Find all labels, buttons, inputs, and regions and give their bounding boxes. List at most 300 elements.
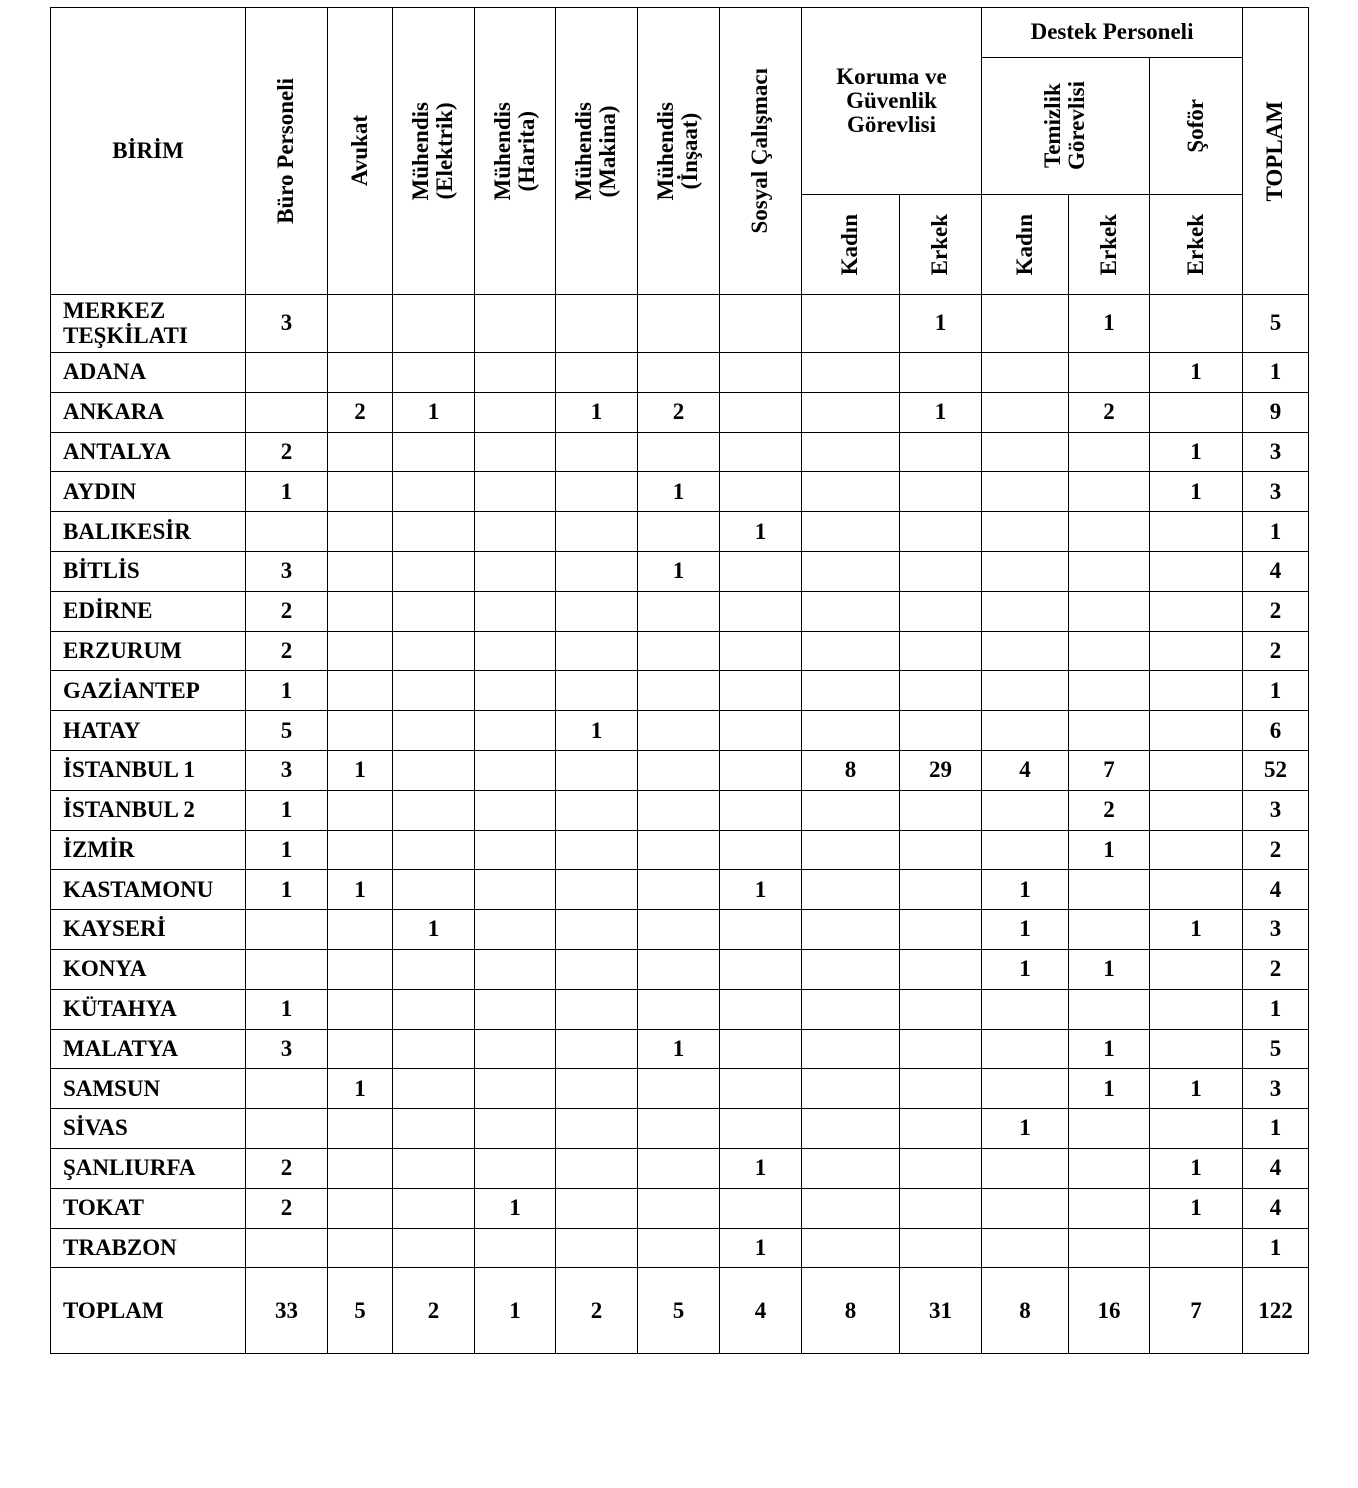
table-cell: 1 [246, 671, 328, 711]
row-birim: KASTAMONU [51, 870, 246, 910]
table-cell [556, 949, 638, 989]
table-cell: 52 [1243, 750, 1309, 790]
table-cell [900, 870, 982, 910]
table-cell [556, 1029, 638, 1069]
row-birim: İSTANBUL 2 [51, 790, 246, 830]
total-cell: 4 [720, 1268, 802, 1354]
table-cell [638, 870, 720, 910]
table-cell [638, 750, 720, 790]
table-cell [638, 949, 720, 989]
table-cell: 1 [246, 989, 328, 1029]
table-row [51, 1148, 1309, 1188]
table-cell [802, 1148, 900, 1188]
table-cell [900, 711, 982, 751]
table-cell [246, 1069, 328, 1109]
table-cell [982, 1069, 1069, 1109]
table-cell [802, 711, 900, 751]
table-cell: 4 [1243, 1188, 1309, 1228]
table-cell: 3 [246, 1029, 328, 1069]
table-cell: 4 [1243, 870, 1309, 910]
table-cell [393, 989, 475, 1029]
table-cell [393, 432, 475, 472]
total-cell: 7 [1150, 1268, 1243, 1354]
table-cell [802, 551, 900, 591]
table-cell [1069, 711, 1150, 751]
table-cell [638, 790, 720, 830]
table-cell [1069, 353, 1150, 393]
table-cell: 1 [1069, 1069, 1150, 1109]
total-cell: 2 [556, 1268, 638, 1354]
table-cell [720, 671, 802, 711]
table-row [51, 392, 1309, 432]
table-cell [475, 750, 556, 790]
table-cell [638, 1228, 720, 1268]
header-muhendis-insaat: Mühendis (İnşaat) [638, 8, 720, 295]
table-cell [802, 353, 900, 393]
table-cell [802, 1188, 900, 1228]
table-cell [328, 711, 393, 751]
table-cell [475, 551, 556, 591]
table-cell: 1 [900, 295, 982, 353]
table-cell [328, 353, 393, 393]
table-cell [900, 830, 982, 870]
table-cell [982, 551, 1069, 591]
table-cell [1069, 432, 1150, 472]
table-cell: 2 [1069, 790, 1150, 830]
table-cell [1069, 472, 1150, 512]
table-cell [638, 1148, 720, 1188]
table-cell [393, 1228, 475, 1268]
table-cell [246, 512, 328, 552]
table-cell: 1 [393, 910, 475, 950]
row-birim: MALATYA [51, 1029, 246, 1069]
table-cell [393, 295, 475, 353]
table-cell: 3 [246, 551, 328, 591]
table-cell [556, 1109, 638, 1149]
table-cell [556, 989, 638, 1029]
table-cell [802, 910, 900, 950]
table-cell [328, 1148, 393, 1188]
table-cell: 5 [1243, 295, 1309, 353]
table-cell [556, 631, 638, 671]
table-cell: 1 [982, 1109, 1069, 1149]
header-muhendis-makina: Mühendis (Makina) [556, 8, 638, 295]
table-cell [556, 790, 638, 830]
table-cell [393, 353, 475, 393]
table-cell [393, 551, 475, 591]
table-cell: 1 [393, 392, 475, 432]
row-birim: SİVAS [51, 1109, 246, 1149]
table-cell [393, 870, 475, 910]
table-cell [393, 1109, 475, 1149]
header-koruma-erkek: Erkek [900, 195, 982, 295]
header-sofor: Şoför [1150, 58, 1243, 195]
table-footer [51, 1268, 1309, 1354]
table-cell: 1 [1069, 830, 1150, 870]
table-row [51, 1109, 1309, 1149]
table-cell: 1 [638, 472, 720, 512]
table-row [51, 512, 1309, 552]
table-cell [638, 910, 720, 950]
table-cell: 1 [982, 949, 1069, 989]
table-cell: 1 [556, 711, 638, 751]
table-cell: 2 [1243, 591, 1309, 631]
table-body [51, 295, 1309, 1268]
table-cell [475, 512, 556, 552]
table-cell: 3 [1243, 432, 1309, 472]
table-cell [638, 830, 720, 870]
table-cell [556, 671, 638, 711]
table-cell [900, 910, 982, 950]
table-cell: 3 [1243, 910, 1309, 950]
table-cell [475, 910, 556, 950]
table-cell [900, 1188, 982, 1228]
table-row [51, 1029, 1309, 1069]
row-birim: SAMSUN [51, 1069, 246, 1109]
table-cell [720, 910, 802, 950]
table-cell [982, 353, 1069, 393]
table-cell [1069, 512, 1150, 552]
row-birim: BALIKESİR [51, 512, 246, 552]
table-cell [1069, 870, 1150, 910]
table-cell: 1 [982, 910, 1069, 950]
table-row [51, 790, 1309, 830]
table-cell [328, 671, 393, 711]
table-cell: 2 [246, 1188, 328, 1228]
row-birim: ADANA [51, 353, 246, 393]
table-cell [1069, 1228, 1150, 1268]
table-cell: 4 [982, 750, 1069, 790]
table-cell [556, 353, 638, 393]
table-cell [556, 830, 638, 870]
table-cell [982, 1029, 1069, 1069]
table-cell [475, 472, 556, 512]
row-birim: HATAY [51, 711, 246, 751]
table-cell [900, 512, 982, 552]
table-cell [556, 512, 638, 552]
table-row [51, 711, 1309, 751]
table-cell [900, 432, 982, 472]
table-cell [802, 392, 900, 432]
table-cell: 1 [638, 551, 720, 591]
table-cell [393, 1029, 475, 1069]
total-cell: 5 [638, 1268, 720, 1354]
table-cell: 1 [1243, 512, 1309, 552]
table-cell [1069, 591, 1150, 631]
table-cell: 1 [328, 870, 393, 910]
table-cell: 1 [328, 750, 393, 790]
table-cell [1150, 392, 1243, 432]
table-cell [982, 711, 1069, 751]
table-cell [393, 512, 475, 552]
total-cell: 33 [246, 1268, 328, 1354]
table-cell [982, 432, 1069, 472]
table-cell [328, 591, 393, 631]
table-row [51, 1188, 1309, 1228]
table-cell [246, 353, 328, 393]
table-cell [556, 295, 638, 353]
table-cell [1150, 1029, 1243, 1069]
table-cell: 1 [1243, 1228, 1309, 1268]
row-birim: TOKAT [51, 1188, 246, 1228]
table-cell: 1 [1150, 432, 1243, 472]
table-row [51, 1228, 1309, 1268]
row-birim: İZMİR [51, 830, 246, 870]
table-cell: 1 [720, 1148, 802, 1188]
table-cell [802, 1109, 900, 1149]
table-cell [720, 392, 802, 432]
header-birim: BİRİM [51, 8, 246, 295]
table-cell [802, 671, 900, 711]
table-cell [802, 949, 900, 989]
table-cell [475, 949, 556, 989]
table-cell: 4 [1243, 551, 1309, 591]
table-row [51, 671, 1309, 711]
table-cell [982, 631, 1069, 671]
table-cell [393, 591, 475, 631]
table-cell [638, 512, 720, 552]
table-cell [393, 750, 475, 790]
table-cell [328, 472, 393, 512]
table-cell [900, 472, 982, 512]
table-cell [328, 295, 393, 353]
total-cell: 31 [900, 1268, 982, 1354]
table-cell: 6 [1243, 711, 1309, 751]
table-cell [720, 830, 802, 870]
table-cell [475, 392, 556, 432]
table-cell [556, 432, 638, 472]
table-cell [475, 830, 556, 870]
table-cell [982, 512, 1069, 552]
header-temizlik-erkek: Erkek [1069, 195, 1150, 295]
table-cell [475, 353, 556, 393]
table-cell [393, 631, 475, 671]
personnel-table [50, 7, 1309, 1354]
table-cell [1150, 870, 1243, 910]
table-cell [556, 870, 638, 910]
table-cell [556, 910, 638, 950]
table-cell: 1 [1150, 910, 1243, 950]
total-label: TOPLAM [51, 1268, 246, 1354]
table-cell [475, 1109, 556, 1149]
table-cell [900, 1029, 982, 1069]
row-birim: KAYSERİ [51, 910, 246, 950]
table-cell [720, 949, 802, 989]
table-cell [900, 671, 982, 711]
table-cell [900, 790, 982, 830]
table-cell [900, 989, 982, 1029]
table-cell [900, 1228, 982, 1268]
table-cell: 1 [1150, 472, 1243, 512]
table-cell [556, 1228, 638, 1268]
table-cell: 2 [1243, 949, 1309, 989]
header-muhendis-elektrik: Mühendis (Elektrik) [393, 8, 475, 295]
table-cell [982, 830, 1069, 870]
table-cell: 2 [328, 392, 393, 432]
table-cell [900, 1148, 982, 1188]
table-cell [720, 353, 802, 393]
total-cell: 8 [982, 1268, 1069, 1354]
table-cell [475, 432, 556, 472]
row-birim: AYDIN [51, 472, 246, 512]
table-cell [802, 870, 900, 910]
table-cell [638, 353, 720, 393]
table-row [51, 750, 1309, 790]
header-sofor-erkek: Erkek [1150, 195, 1243, 295]
table-cell [982, 671, 1069, 711]
table-cell: 5 [246, 711, 328, 751]
table-cell [556, 1148, 638, 1188]
table-row [51, 989, 1309, 1029]
table-cell: 1 [246, 790, 328, 830]
table-cell: 1 [720, 1228, 802, 1268]
table-cell [982, 1148, 1069, 1188]
table-cell: 1 [1243, 671, 1309, 711]
table-cell [393, 711, 475, 751]
table-cell: 1 [720, 512, 802, 552]
table-cell: 1 [1150, 1188, 1243, 1228]
table-cell [246, 910, 328, 950]
table-cell [556, 750, 638, 790]
table-cell [328, 551, 393, 591]
table-cell [328, 1188, 393, 1228]
table-cell [328, 1029, 393, 1069]
table-cell [475, 1029, 556, 1069]
table-cell: 29 [900, 750, 982, 790]
row-birim: GAZİANTEP [51, 671, 246, 711]
table-cell [393, 790, 475, 830]
table-cell: 1 [1150, 1148, 1243, 1188]
total-row [51, 1268, 1309, 1354]
table-cell [475, 711, 556, 751]
table-cell [393, 1069, 475, 1109]
table-cell [900, 591, 982, 631]
table-cell: 4 [1243, 1148, 1309, 1188]
table-cell: 1 [1069, 949, 1150, 989]
table-cell [802, 1069, 900, 1109]
table-cell [475, 671, 556, 711]
table-cell [720, 1188, 802, 1228]
table-cell [475, 1069, 556, 1109]
table-cell [982, 1188, 1069, 1228]
table-cell [393, 830, 475, 870]
row-birim: KÜTAHYA [51, 989, 246, 1029]
table-cell [393, 671, 475, 711]
table-cell [720, 750, 802, 790]
table-cell: 2 [1243, 830, 1309, 870]
table-row [51, 949, 1309, 989]
table-cell: 1 [982, 870, 1069, 910]
table-cell: 1 [556, 392, 638, 432]
table-cell [802, 989, 900, 1029]
table-row [51, 830, 1309, 870]
table-cell [475, 591, 556, 631]
total-cell: 1 [475, 1268, 556, 1354]
table-cell: 3 [246, 295, 328, 353]
table-cell [1069, 1109, 1150, 1149]
table-cell [638, 671, 720, 711]
table-cell [556, 591, 638, 631]
table-cell [556, 472, 638, 512]
table-cell [246, 1228, 328, 1268]
table-cell [638, 1109, 720, 1149]
table-cell [802, 790, 900, 830]
table-cell [475, 870, 556, 910]
table-cell [475, 989, 556, 1029]
table-cell [1150, 711, 1243, 751]
total-cell: 2 [393, 1268, 475, 1354]
total-cell: 16 [1069, 1268, 1150, 1354]
table-cell [1069, 551, 1150, 591]
table-cell [720, 989, 802, 1029]
table-cell: 3 [1243, 790, 1309, 830]
table-cell [982, 591, 1069, 631]
table-cell [246, 949, 328, 989]
table-cell [638, 1069, 720, 1109]
header-avukat: Avukat [328, 8, 393, 295]
table-cell: 9 [1243, 392, 1309, 432]
table-cell [720, 295, 802, 353]
table-cell [900, 1109, 982, 1149]
table-row [51, 1069, 1309, 1109]
table-cell [1150, 591, 1243, 631]
table-cell [982, 790, 1069, 830]
table-cell [900, 631, 982, 671]
table-cell [393, 949, 475, 989]
header-toplam: TOPLAM [1243, 8, 1309, 295]
row-birim: KONYA [51, 949, 246, 989]
table-cell: 3 [1243, 1069, 1309, 1109]
table-cell [475, 1228, 556, 1268]
table-cell [328, 1109, 393, 1149]
table-row [51, 591, 1309, 631]
table-cell [982, 392, 1069, 432]
header-destek-personeli: Destek Personeli [982, 8, 1243, 58]
table-cell [393, 472, 475, 512]
row-birim: ŞANLIURFA [51, 1148, 246, 1188]
table-cell [720, 790, 802, 830]
table-cell: 8 [802, 750, 900, 790]
table-cell [1150, 1228, 1243, 1268]
table-cell: 1 [1069, 1029, 1150, 1069]
table-cell [638, 1188, 720, 1228]
table-cell: 1 [1243, 353, 1309, 393]
table-cell [328, 949, 393, 989]
table-cell [328, 910, 393, 950]
table-cell [475, 295, 556, 353]
table-cell [328, 830, 393, 870]
table-cell [720, 1029, 802, 1069]
table-cell: 1 [246, 472, 328, 512]
total-cell: 5 [328, 1268, 393, 1354]
table-cell: 1 [1069, 295, 1150, 353]
table-cell [1069, 1188, 1150, 1228]
table-row [51, 870, 1309, 910]
table-cell: 2 [246, 1148, 328, 1188]
table-cell: 1 [1150, 353, 1243, 393]
total-cell: 122 [1243, 1268, 1309, 1354]
table-cell [328, 512, 393, 552]
table-row [51, 295, 1309, 353]
table-cell [982, 295, 1069, 353]
row-birim: ANTALYA [51, 432, 246, 472]
header-koruma-guvenlik: Koruma ve Güvenlik Görevlisi [802, 8, 982, 195]
header-sosyal-calismaci: Sosyal Çalışmacı [720, 8, 802, 295]
row-birim: ANKARA [51, 392, 246, 432]
table-header [51, 8, 1309, 295]
table-row [51, 631, 1309, 671]
table-cell: 2 [1069, 392, 1150, 432]
